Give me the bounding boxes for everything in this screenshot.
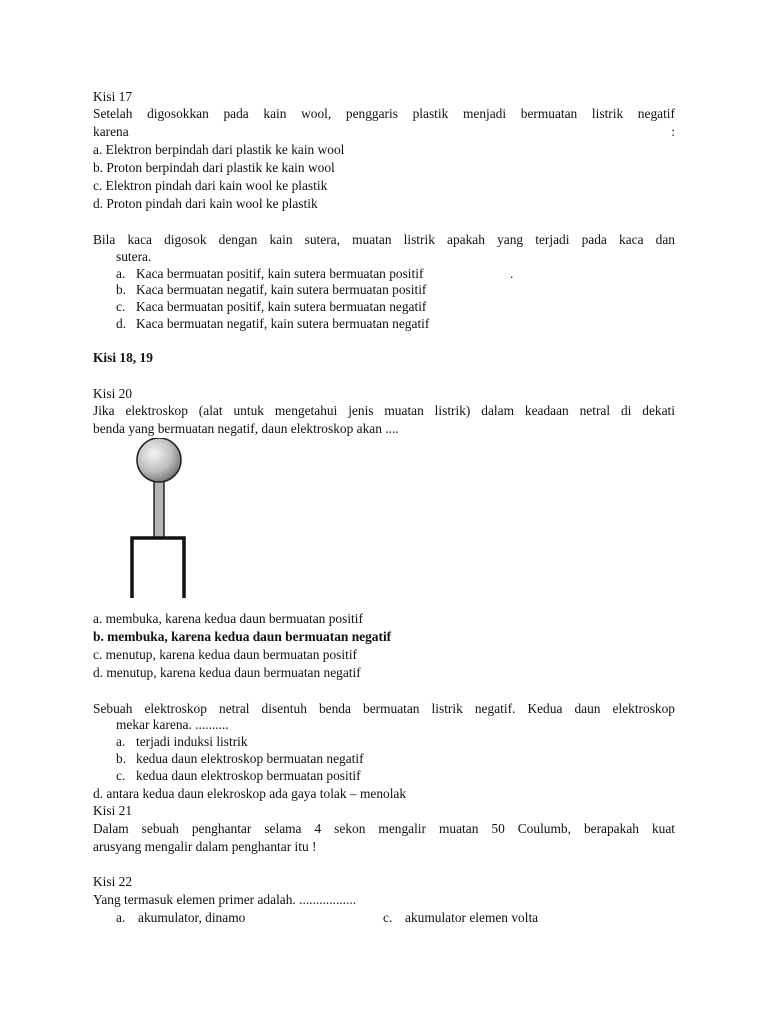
kisi-20-question-line1 xyxy=(93,402,675,419)
kisi-20-option-c: c. menutup, karena kedua daun bermuatan positif xyxy=(93,647,358,662)
kisi-21-question-line1 xyxy=(93,820,675,837)
kisi-20-option-b-answer: b. membuka, karena kedua daun bermuatan negatif xyxy=(93,629,392,644)
kisi-21-heading: Kisi 21 xyxy=(93,803,133,818)
sutera-question-line1 xyxy=(93,231,675,248)
kisi-20-heading: Kisi 20 xyxy=(93,386,133,401)
sutera-option-a-trail: . xyxy=(510,266,514,281)
kisi-20-option-d: d. menutup, karena kedua daun bermuatan negatif xyxy=(93,665,361,680)
elektroskop-question-line1 xyxy=(93,700,675,717)
sutera-option-a xyxy=(116,265,423,282)
sutera-question-line2: sutera. xyxy=(116,249,152,264)
option-text: Kaca bermuatan negatif, kain sutera bermuatan negatif xyxy=(136,316,430,331)
elektroskop-option-a xyxy=(116,733,248,750)
kisi-17-heading: Kisi 17 xyxy=(93,89,133,104)
option-text: Kaca bermuatan positif, kain sutera bermuatan negatif xyxy=(136,299,427,314)
option-text: Kaca bermuatan positif, kain sutera bermuatan positif xyxy=(136,266,424,281)
option-text: kedua daun elektroskop bermuatan negatif xyxy=(136,751,364,766)
kisi-21-question-line2: arusyang mengalir dalam penghantar itu ! xyxy=(93,839,317,854)
electroscope-rod xyxy=(154,478,164,538)
option-letter: c. xyxy=(383,910,393,925)
kisi-22-question: Yang termasuk elemen primer adalah. ................. xyxy=(93,892,357,907)
kisi-18-19-heading: Kisi 18, 19 xyxy=(93,350,153,365)
electroscope-figure xyxy=(126,438,196,600)
option-letter: a. xyxy=(116,734,126,749)
option-text: terjadi induksi listrik xyxy=(136,734,248,749)
option-letter: b. xyxy=(116,751,127,766)
kisi-22-option-c xyxy=(383,909,538,926)
electroscope-leaves xyxy=(132,538,184,598)
sutera-question-text: Bila kaca digosok dengan kain sutera, muatan listrik apakah yang terjadi pada kaca dan xyxy=(93,232,675,247)
option-text: akumulator elemen volta xyxy=(405,910,539,925)
elektroskop-question-line2: mekar karena. .......... xyxy=(116,717,229,732)
sutera-option-d xyxy=(116,315,429,332)
kisi-17-question-cont: karena xyxy=(93,124,129,139)
option-letter: c. xyxy=(116,768,126,783)
option-letter: a. xyxy=(116,910,126,925)
option-letter: b. xyxy=(116,282,127,297)
option-letter: c. xyxy=(116,299,126,314)
kisi-20-question-text: Jika elektroskop (alat untuk mengetahui jenis muatan listrik) dalam keadaan netral di dekati xyxy=(93,403,675,418)
kisi-17-option-c: c. Elektron pindah dari kain wool ke plastik xyxy=(93,178,328,193)
elektroskop-question-text: Sebuah elektroskop netral disentuh benda bermuatan listrik negatif. Kedua daun elektroskop xyxy=(93,701,675,716)
elektroskop-option-d: d. antara kedua daun elekroskop ada gaya tolak – menolak xyxy=(93,786,407,801)
option-letter: d. xyxy=(116,316,127,331)
elektroskop-option-c xyxy=(116,767,361,784)
kisi-17-question-line2 xyxy=(93,123,675,140)
kisi-17-option-b: b. Proton berpindah dari plastik ke kain wool xyxy=(93,160,335,175)
option-text: kedua daun elektroskop bermuatan positif xyxy=(136,768,361,783)
kisi-17-question-end: : xyxy=(671,124,675,139)
elektroskop-option-b xyxy=(116,750,364,767)
kisi-20-option-a: a. membuka, karena kedua daun bermuatan positif xyxy=(93,611,363,626)
kisi-17-option-a: a. Elektron berpindah dari plastik ke kain wool xyxy=(93,142,345,157)
kisi-20-question-line2: benda yang bermuatan negatif, daun elektroskop akan .... xyxy=(93,421,399,436)
kisi-17-option-d: d. Proton pindah dari kain wool ke plastik xyxy=(93,196,318,211)
electroscope-knob xyxy=(137,438,181,482)
kisi-22-option-a xyxy=(116,909,245,926)
sutera-option-b xyxy=(116,281,426,298)
option-text: Kaca bermuatan negatif, kain sutera bermuatan positif xyxy=(136,282,427,297)
sutera-option-c xyxy=(116,298,426,315)
kisi-17-question-text: Setelah digosokkan pada kain wool, penggaris plastik menjadi bermuatan listrik negatif xyxy=(93,106,675,121)
kisi-22-heading: Kisi 22 xyxy=(93,874,133,889)
kisi-17-question-line1 xyxy=(93,105,675,122)
option-letter: a. xyxy=(116,266,126,281)
option-text: akumulator, dinamo xyxy=(138,910,246,925)
kisi-21-question-text: Dalam sebuah penghantar selama 4 sekon mengalir muatan 50 Coulumb, berapakah kuat xyxy=(93,821,675,836)
